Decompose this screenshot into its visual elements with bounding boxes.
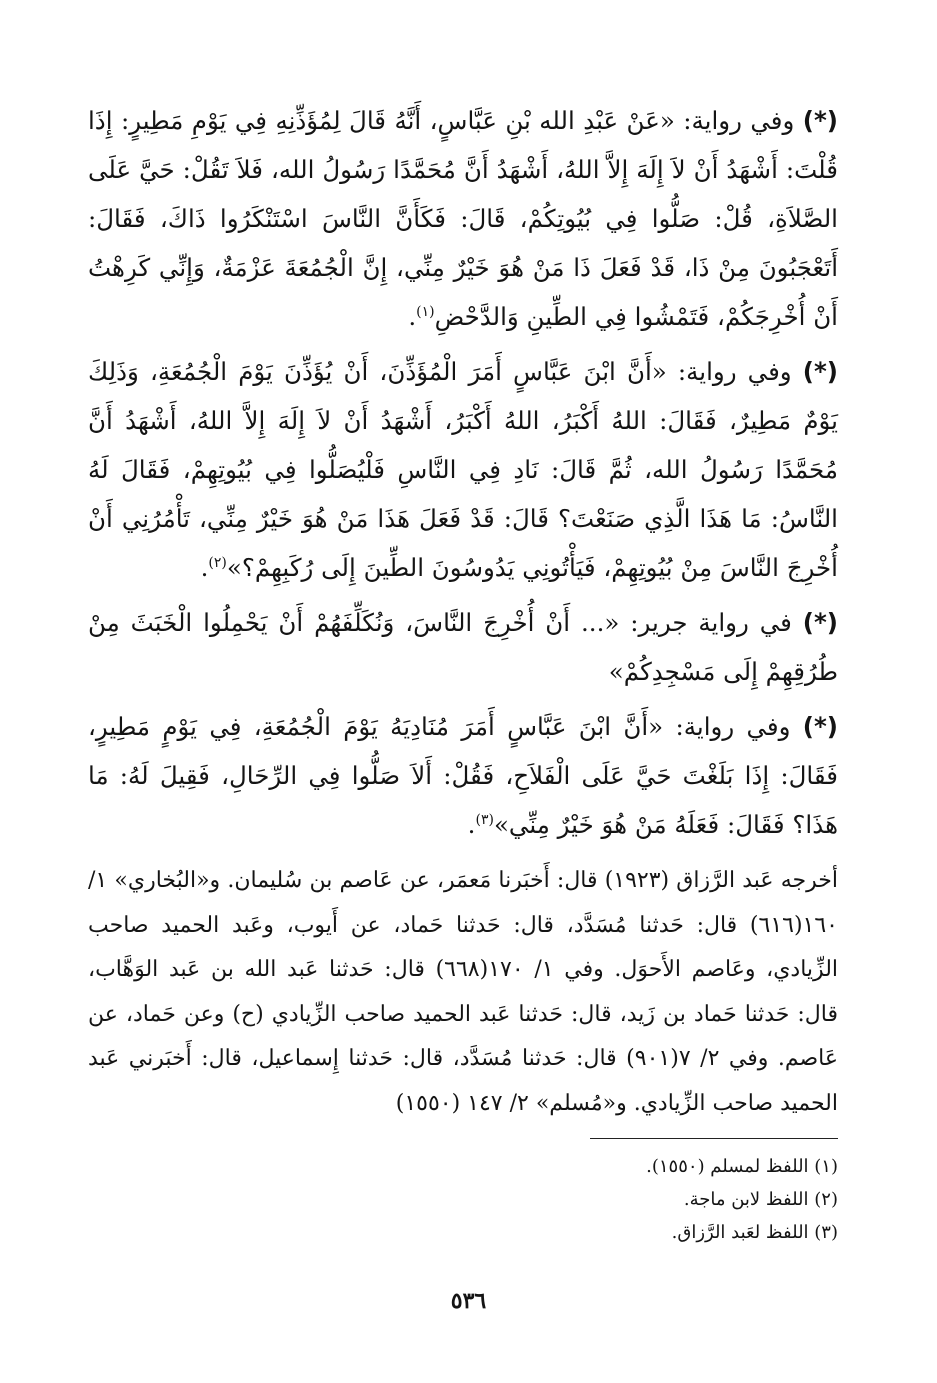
source-attribution: أخرجه عَبد الرَّزاق (١٩٢٣) قال: أَخبَرنا مَعمَر، عن عَاصم بن سُليمان. و«البُخاري» ١/ ١٦٠(٦١٦) قال: حَدثنا مُسَدَّد، قال: حَدثنا حَماد، عن أَيوب، وعَبد الحميد صاحب الزِّيادي، وعَاصم الأَحوَل. وفي ١/ ١٧٠(٦٦٨) قال: حَدثنا عَبد الله بن عَبد الوَهَّاب، قال: حَدثنا حَماد بن زَيد، قال: حَدثنا عَبد الحميد صاحب الزِّيادي (ح) وعن حَماد، عن عَاصم. وفي ٢/ ٧(٩٠١) قال: حَدثنا مُسَدَّد، قال: حَدثنا إِسماعيل، قال: أَخبَرني عَبد الحميد صاحب الزِّيادي. و«مُسلم» ٢/ ١٤٧ (١٥٥٠) bbox=[88, 868, 839, 1116]
paragraph-marker: (*) bbox=[802, 712, 838, 741]
paragraph-marker: (*) bbox=[802, 106, 838, 135]
paragraph-marker: (*) bbox=[802, 357, 838, 386]
hadith-paragraph-2 bbox=[88, 347, 838, 592]
paragraph-text: وفي رواية: «أَنَّ ابْنَ عَبَّاسٍ أَمَرَ مُنَادِيَهُ يَوْمَ الْجُمُعَةِ، فِي يَوْمٍ مَطِيرٍ، فَقَالَ: إِذَا بَلَغْتَ حَيَّ عَلَى الْفَلاَحِ، فَقُلْ: أَلاَ صَلُّوا فِي الرِّحَالِ، فَقِيلَ لَهُ: مَا هَذَا؟ فَقَالَ: فَعَلَهُ مَنْ هُوَ خَيْرٌ مِنِّي» bbox=[88, 712, 838, 839]
paragraph-text: وفي رواية: «عَنْ عَبْدِ الله بْنِ عَبَّاسٍ، أَنَّهُ قَالَ لِمُؤَذِّنِهِ فِي يَوْمِ مَطِيرٍ: إِذَا قُلْتَ: أَشْهَدُ أَنْ لاَ إِلَهَ إِلاَّ اللهُ، أَشْهَدُ أَنَّ مُحَمَّدًا رَسُولُ الله، فَلاَ تَقُلْ: حَيَّ عَلَى الصَّلاَةِ، قُلْ: صَلُّوا فِي بُيُوتِكُمْ، قَالَ: فَكَأَنَّ النَّاسَ اسْتَنْكَرُوا ذَاكَ، فَقَالَ: أَتَعْجَبُونَ مِنْ ذَا، قَدْ فَعَلَ ذَا مَنْ هُوَ خَيْرٌ مِنِّي، إِنَّ الْجُمُعَةَ عَزْمَةٌ، وَإِنِّي كَرِهْتُ أَنْ أُخْرِجَكُمْ، فَتَمْشُوا فِي الطِّينِ وَالدَّحْضِ bbox=[88, 106, 838, 331]
footnote-1: (١) اللفظ لمسلم (١٥٥٠). bbox=[646, 1156, 838, 1177]
paragraph-text: في رواية جرير: «... أَنْ أُخْرِجَ النَّاسَ، وَنُكَلِّفَهُمْ أَنْ يَحْمِلُوا الْخَبَثَ مِنْ طُرُقِهِمْ إِلَى مَسْجِدِكُمْ» bbox=[88, 608, 838, 686]
footnote-divider bbox=[590, 1138, 838, 1139]
footnote-2: (٢) اللفظ لابن ماجة. bbox=[683, 1189, 838, 1210]
footnote-ref: (٢) bbox=[208, 554, 227, 571]
paragraph-text: وفي رواية: «أَنَّ ابْنَ عَبَّاسٍ أَمَرَ الْمُؤَذِّنَ، أَنْ يُؤَذِّنَ يَوْمَ الْجُمُعَةِ، وَذَلِكَ يَوْمٌ مَطِيرٌ، فَقَالَ: اللهُ أَكْبَرُ، اللهُ أَكْبَرُ، أَشْهَدُ أَنْ لاَ إِلَهَ إِلاَّ اللهُ، أَشْهَدُ أَنَّ مُحَمَّدًا رَسُولُ الله، ثُمَّ قَالَ: نَادِ فِي النَّاسِ فَلْيُصَلُّوا فِي بُيُوتِهِمْ، فَقَالَ لَهُ النَّاسُ: مَا هَذَا الَّذِي صَنَعْتَ؟ قَالَ: قَدْ فَعَلَ هَذَا مَنْ هُوَ خَيْرٌ مِنِّي، تَأْمُرُنِي أَنْ أُخْرِجَ النَّاسَ مِنْ بُيُوتِهِمْ، فَيَأْتُونِي يَدُوسُونَ الطِّينَ إِلَى رُكَبِهِمْ؟» bbox=[88, 357, 838, 582]
paragraph-end: . bbox=[408, 302, 417, 331]
paragraph-end: . bbox=[467, 810, 476, 839]
hadith-paragraph-1 bbox=[88, 96, 838, 341]
page-number: ٥٣٦ bbox=[450, 1288, 487, 1314]
footnote-3: (٣) اللفظ لعَبد الرَّزاق. bbox=[671, 1222, 838, 1243]
footnote-ref: (١) bbox=[416, 303, 435, 320]
paragraph-end: . bbox=[200, 553, 209, 582]
footnote-ref: (٣) bbox=[475, 811, 494, 828]
main-text bbox=[88, 96, 838, 1126]
hadith-paragraph-3 bbox=[88, 598, 838, 696]
footnotes bbox=[438, 1150, 838, 1249]
hadith-paragraph-4 bbox=[88, 702, 838, 849]
paragraph-marker: (*) bbox=[802, 608, 838, 637]
